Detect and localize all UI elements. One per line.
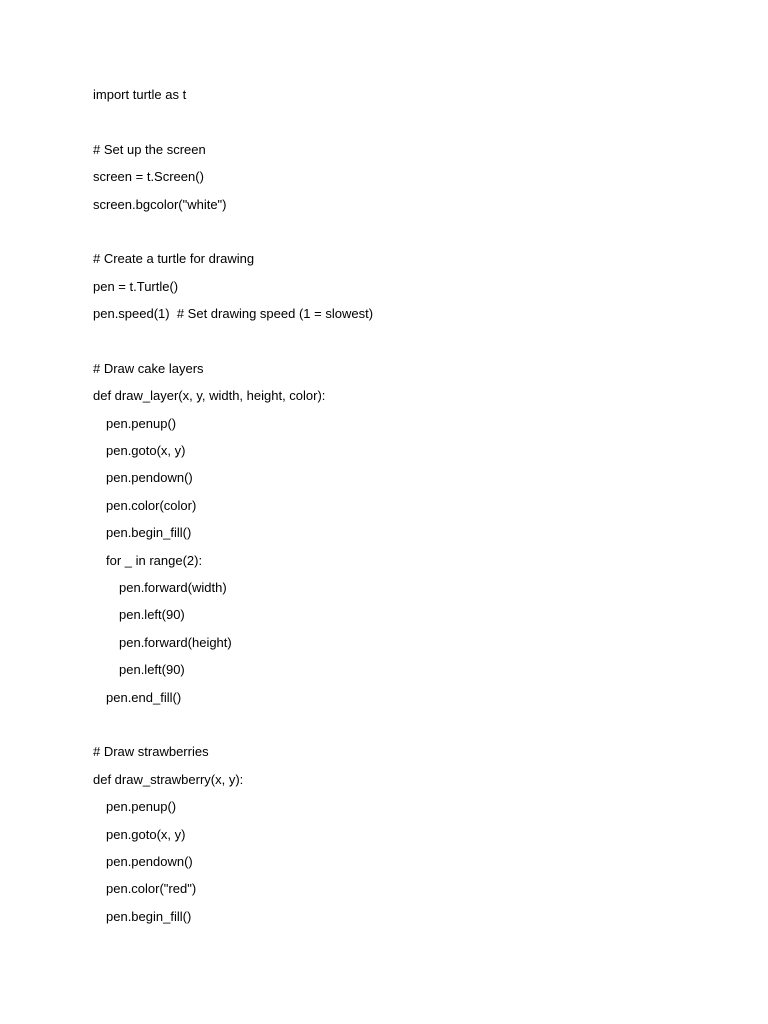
- code-line: # Set up the screen: [93, 141, 206, 157]
- code-line: pen.left(90): [119, 607, 185, 623]
- code-line: pen.pendown(): [106, 470, 193, 486]
- code-line: def draw_layer(x, y, width, height, color):: [93, 388, 326, 404]
- code-line: pen.goto(x, y): [106, 826, 186, 842]
- code-line: def draw_strawberry(x, y):: [93, 771, 244, 787]
- code-line: pen.begin_fill(): [106, 908, 192, 924]
- code-line: import turtle as t: [93, 87, 187, 102]
- code-line: pen.speed(1) # Set drawing speed (1 = slowest): [93, 306, 374, 322]
- code-listing: [93, 86, 733, 935]
- blank-line: [93, 333, 733, 360]
- code-line: pen.end_fill(): [106, 689, 182, 705]
- code-line: pen.forward(height): [119, 634, 232, 650]
- code-line: screen = t.Screen(): [93, 169, 204, 185]
- code-line: pen.forward(width): [119, 580, 227, 596]
- code-line: pen.pendown(): [106, 853, 193, 869]
- blank-line: [93, 113, 733, 140]
- code-line: # Draw cake layers: [93, 360, 204, 376]
- code-line: pen.penup(): [106, 415, 177, 431]
- code-line: pen.color("red"): [106, 881, 197, 897]
- code-line: # Draw strawberries: [93, 744, 209, 760]
- blank-line: [93, 716, 733, 743]
- code-line: pen.goto(x, y): [106, 443, 186, 459]
- code-line: pen.left(90): [119, 662, 185, 678]
- code-line: # Create a turtle for drawing: [93, 251, 255, 267]
- code-line: for _ in range(2):: [106, 552, 203, 568]
- code-line: pen.penup(): [106, 799, 177, 815]
- code-line: pen.color(color): [106, 497, 197, 513]
- code-line: pen = t.Turtle(): [93, 278, 179, 294]
- code-line: screen.bgcolor("white"): [93, 196, 227, 212]
- code-line: pen.begin_fill(): [106, 525, 192, 541]
- blank-line: [93, 223, 733, 250]
